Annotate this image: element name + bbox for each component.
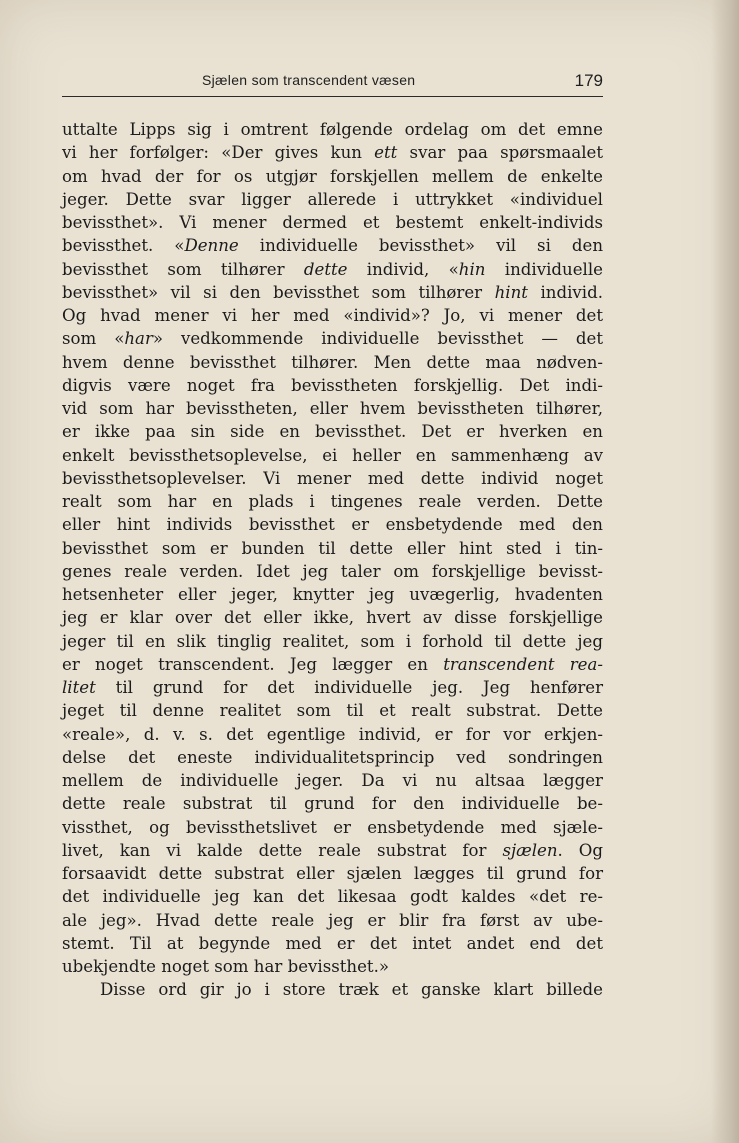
text-line: bevissthet som tilhører dette individ, «hin individuelle (62, 259, 603, 279)
text-line: jeget til denne realitet som til et realt substrat. Dette (62, 701, 603, 721)
text-line: enkelt bevissthetsoplevelse, ei heller en sammenhæng av (62, 445, 603, 465)
text-line: delse det eneste individualitetsprincip ved sondringen (62, 747, 603, 767)
text-line: hvem denne bevissthet tilhører. Men dette maa nødven- (62, 352, 603, 372)
italic-emphasis: transcendent rea- (443, 654, 603, 674)
page-edge-shadow (711, 0, 739, 1143)
italic-emphasis: Denne (184, 236, 239, 256)
text-line: som «har» vedkommende individuelle bevissthet — det (62, 329, 603, 349)
text-line: hetsenheter eller jeger, knytter jeg uvægerlig, hvadenten (62, 585, 603, 604)
text-line: ale jeg». Hvad dette reale jeg er blir fra først av ube- (62, 910, 603, 930)
text-line: ubekjendte noget som har bevissthet.» (62, 957, 390, 976)
italic-emphasis: har (124, 329, 153, 349)
text-line: om hvad der for os utgjør forskjellen mellem de enkelte (62, 166, 603, 186)
text-line: vid som har bevisstheten, eller hvem bevisstheten tilhører, (62, 399, 603, 418)
text-line: dette reale substrat til grund for den individuelle be- (62, 794, 603, 814)
text-line: bevissthetsoplevelser. Vi mener med dette individ noget (62, 468, 603, 488)
text-line: er noget transcendent. Jeg lægger en transcendent rea- (62, 654, 603, 674)
text-line: bevissthet som er bunden til dette eller hint sted i tin- (62, 538, 603, 558)
text-line: jeger til en slik tinglig realitet, som i forhold til dette jeg (62, 631, 603, 651)
body-text (62, 118, 603, 1002)
text-line: livet, kan vi kalde dette reale substrat for sjælen. Og (62, 840, 603, 860)
text-line: digvis være noget fra bevisstheten forskjellig. Det indi- (62, 375, 603, 395)
text-line: bevissthet. «Denne individuelle bevissthet» vil si den (62, 236, 604, 256)
text-line: realt som har en plads i tingenes reale verden. Dette (62, 492, 603, 511)
text-line: uttalte Lipps sig i omtrent følgende ordelag om det emne (62, 120, 603, 139)
text-line: det individuelle jeg kan det likesaa godt kaldes «det re- (62, 887, 603, 907)
italic-emphasis: ett (374, 143, 398, 163)
italic-emphasis: hint (494, 282, 528, 302)
text-line: stemt. Til at begynde med er det intet andet end det (62, 933, 603, 953)
text-line: genes reale verden. Idet jeg taler om forskjellige bevisst- (62, 561, 603, 581)
text-line: forsaavidt dette substrat eller sjælen lægges til grund for (62, 864, 603, 883)
text-line: litet til grund for det individuelle jeg. Jeg henfører (62, 678, 603, 697)
text-line: er ikke paa sin side en bevissthet. Det er hverken en (62, 422, 603, 442)
text-line: eller hint individs bevissthet er ensbetydende med den (62, 515, 603, 535)
page-number: 179 (574, 71, 603, 90)
text-line: Disse ord gir jo i store træk et ganske klart billede (100, 980, 603, 1000)
text-line: mellem de individuelle jeger. Da vi nu altsaa lægger (62, 771, 603, 790)
running-head: Sjælen som transcendent væsen (202, 72, 416, 88)
page-header (62, 66, 603, 97)
text-line: jeg er klar over det eller ikke, hvert av disse forskjellige (62, 608, 603, 628)
italic-emphasis: dette (303, 259, 348, 279)
text-line: jeger. Dette svar ligger allerede i uttrykket «individuel (62, 189, 603, 209)
text-line: «reale», d. v. s. det egentlige individ, er for vor erkjen- (62, 724, 603, 744)
italic-emphasis: hin (458, 259, 486, 279)
italic-emphasis: litet (62, 678, 96, 697)
text-line: vi her forfølger: «Der gives kun ett svar paa spørsmaalet (62, 143, 604, 163)
text-line: bevissthet». Vi mener dermed et bestemt enkelt-individs (62, 213, 603, 232)
text-line: vissthet, og bevissthetslivet er ensbetydende med sjæle- (62, 817, 603, 837)
text-line: Og hvad mener vi her med «individ»? Jo, vi mener det (62, 306, 603, 325)
italic-emphasis: sjælen (502, 840, 558, 860)
text-line: bevissthet» vil si den bevissthet som tilhører hint individ. (62, 282, 603, 302)
